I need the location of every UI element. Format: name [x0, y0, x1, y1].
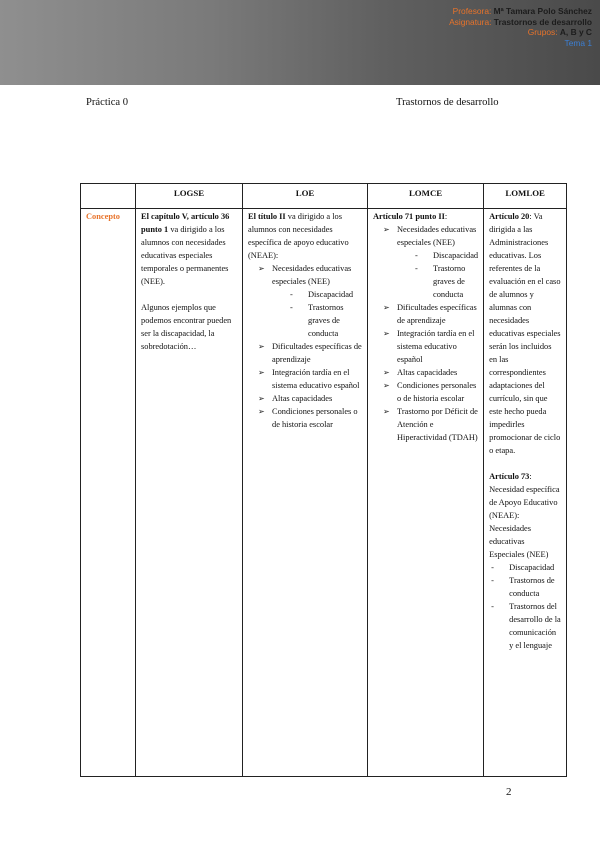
page-number: 2 — [506, 786, 512, 798]
lomce-text: : — [444, 212, 448, 221]
header-banner — [0, 0, 600, 85]
lomloe-paragraph-2 — [489, 470, 561, 561]
loe-paragraph — [248, 210, 362, 262]
row-label: Concepto — [86, 212, 120, 221]
lomloe-bold-1: Artículo 20 — [489, 212, 530, 221]
column-header-loe: LOE — [243, 184, 368, 209]
lomloe-sublist — [489, 561, 561, 652]
column-header-lomloe: LOMLOE — [484, 184, 567, 209]
column-header-lomce: LOMCE — [368, 184, 484, 209]
comparison-table — [80, 183, 567, 777]
subject-title: Trastornos de desarrollo — [396, 97, 499, 108]
loe-text: va dirigido a los alumnos con necesidades específica de apoyo educativo (NEAE): — [248, 212, 349, 260]
list-subitem: - Discapacidad — [413, 249, 478, 262]
list-subitem: - Discapacidad — [288, 288, 362, 301]
row-label-cell — [81, 209, 136, 777]
loe-cell — [243, 209, 368, 777]
grupos-label: Grupos: — [527, 27, 558, 37]
profesora-line — [449, 6, 592, 17]
loe-list — [248, 262, 362, 431]
lomloe-text-1: : Va dirigida a las Administraciones educativas. Los referentes de la evaluación en el caso de alumnos y alumnas con necesidades educativas especiales serán los incluidos en las correspondientes adaptaciones del currículo, sin que este hecho pueda impedirles promocionar de ciclo o etapa. — [489, 212, 561, 455]
grupos-value: A, B y C — [559, 27, 592, 37]
asignatura-value: Trastornos de desarrollo — [493, 16, 592, 27]
lomce-cell — [368, 209, 484, 777]
profesora-value: Mª Tamara Polo Sánchez — [493, 6, 592, 16]
practice-title: Práctica 0 — [86, 97, 129, 108]
list-subitem: - Trastornos del desarrollo de la comunicación y el lenguaje — [489, 600, 561, 652]
list-subitem: - Trastornos de conducta — [489, 574, 561, 600]
list-item: ➢ Condiciones personales o de historia escolar — [258, 405, 362, 431]
profesora-label: Profesora: — [452, 6, 492, 16]
list-subitem: - Discapacidad — [489, 561, 561, 574]
list-item: ➢ Dificultades específicas de aprendizaje — [258, 340, 362, 366]
list-item — [258, 262, 362, 340]
course-info — [449, 6, 592, 48]
logse-examples: Algunos ejemplos que podemos encontrar pueden ser la discapacidad, la sobredotación… — [141, 303, 232, 351]
asignatura-label: Asignatura: — [449, 16, 492, 27]
list-item: ➢ Condiciones personales o de historia escolar — [383, 379, 478, 405]
list-item: ➢ Dificultades específicas de aprendizaje — [383, 301, 478, 327]
lomloe-paragraph-1 — [489, 210, 561, 457]
lomce-paragraph — [373, 210, 478, 223]
lomloe-cell — [484, 209, 567, 777]
logse-text: va dirigido a los alumnos con necesidades educativas especiales temporales o permanentes (NEE). — [141, 225, 229, 286]
table-row — [81, 209, 567, 777]
loe-sublist — [272, 288, 362, 340]
list-item: ➢ Altas capacidades — [258, 392, 362, 405]
list-subitem: - Trastornos graves de conducta — [288, 301, 362, 340]
tema-label: Tema 1 — [564, 37, 592, 48]
lomloe-text-2: : Necesidad específica de Apoyo Educativo (NEAE): Necesidades educativas Especiales (NEE) — [489, 472, 560, 559]
tema-line — [449, 38, 592, 49]
lomloe-bold-2: Artículo 73 — [489, 472, 530, 481]
logse-paragraph — [141, 210, 237, 288]
logse-cell — [136, 209, 243, 777]
column-header — [81, 184, 136, 209]
loe-bold: El título II — [248, 212, 286, 221]
table-header-row — [81, 184, 567, 209]
list-item — [383, 223, 478, 301]
lomce-bold: Artículo 71 punto II — [373, 212, 445, 221]
list-item: ➢ Integración tardía en el sistema educativo español — [258, 366, 362, 392]
list-item: ➢ Integración tardía en el sistema educativo español — [383, 327, 478, 366]
list-item-label: Necesidades educativas especiales (NEE) — [397, 225, 477, 247]
asignatura-line — [449, 17, 592, 28]
lomce-list — [373, 223, 478, 444]
column-header-logse: LOGSE — [136, 184, 243, 209]
grupos-line — [449, 27, 592, 38]
logse-bold: El capítulo V, artículo 36 punto 1 — [141, 212, 230, 234]
list-subitem: - Trastorno graves de conducta — [413, 262, 478, 301]
list-item: ➢ Altas capacidades — [383, 366, 478, 379]
list-item-label: Necesidades educativas especiales (NEE) — [272, 264, 352, 286]
lomce-sublist — [397, 249, 478, 301]
list-item: ➢ Trastorno por Déficit de Atención e Hiperactividad (TDAH) — [383, 405, 478, 444]
